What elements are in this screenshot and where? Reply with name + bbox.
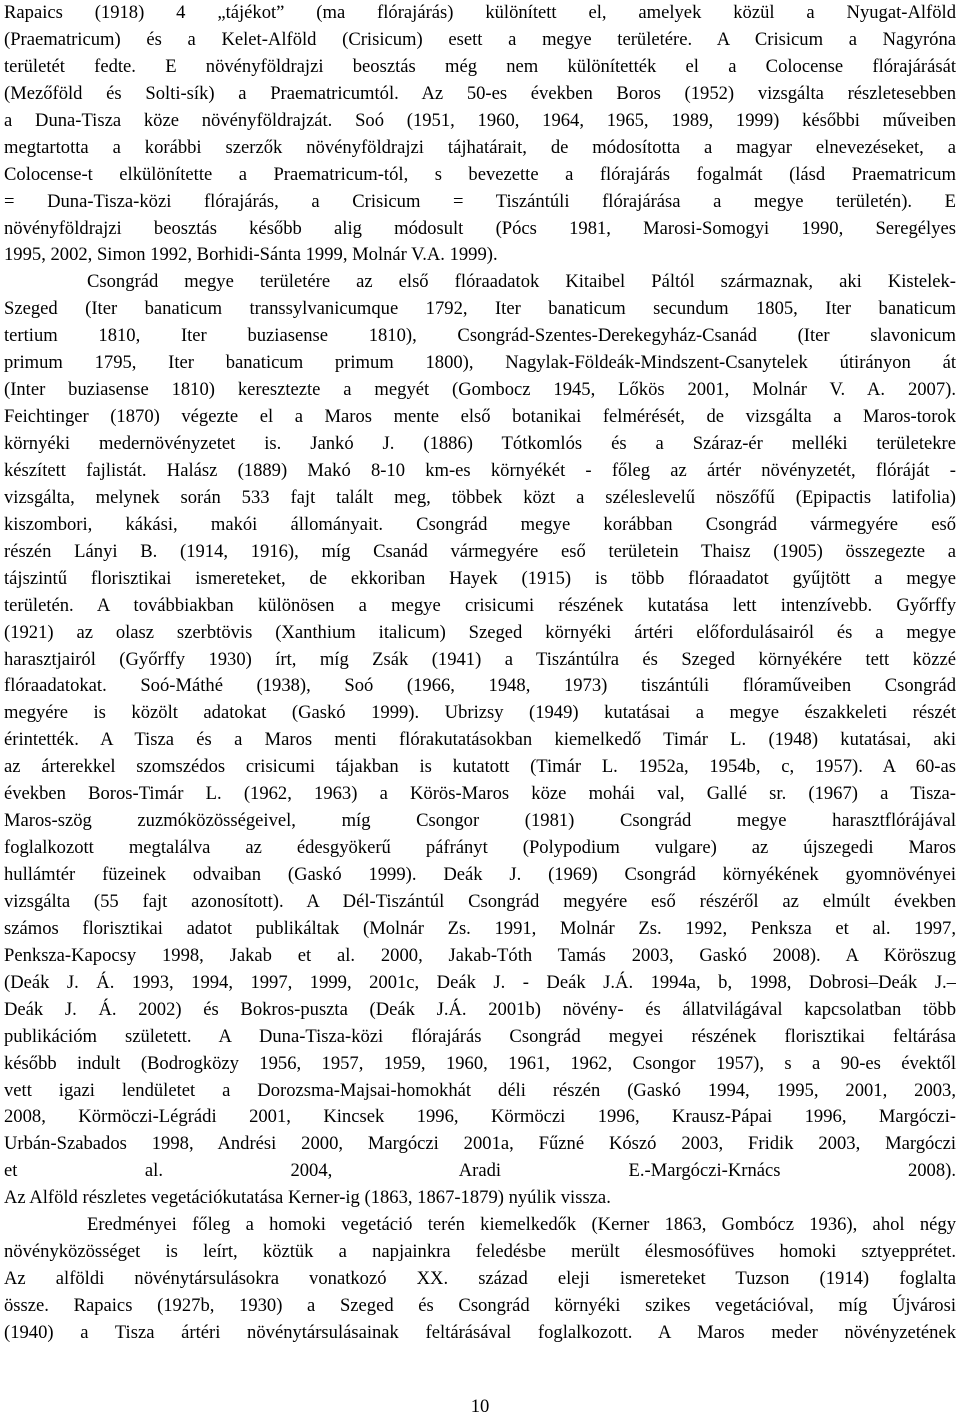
text-line: érintették. A Tisza és a Maros menti flórakutatásokban kiemelkedő Timár L. (1948) kutatásai, aki bbox=[4, 729, 956, 751]
text-line: 2008, Körmöczi-Légrádi 2001, Kincsek 1996, Körmöczi 1996, Krausz-Pápai 1996, Margóczi- bbox=[4, 1106, 956, 1128]
text-line: Csongrád megye területére az első flóraadatok Kitaibel Páltól származnak, aki Kistelek- bbox=[87, 271, 956, 293]
text-line: vizsgálta (55 fajt azonosított). A Dél-Tiszántúl Csongrád megyére eső részéről az elmúlt években bbox=[4, 890, 956, 912]
text-line: (Deák J. Á. 1993, 1994, 1997, 1999, 2001c, Deák J. - Deák J.Á. 1994a, b, 1998, Dobrosi–Deák J.– bbox=[4, 971, 956, 993]
text-line: számos florisztikai adatot publikáltak (Molnár Zs. 1991, Molnár Zs. 1992, Penksza et al. 1997, bbox=[4, 917, 956, 939]
text-line: részén Lányi B. (1914, 1916), míg Csanád vármegyére eső területein Thaisz (1905) összegezte a bbox=[4, 540, 956, 562]
text-line: megyére is közölt adatokat (Gaskó 1999). Ubrizsy (1949) kutatásai a megye északkeleti részét bbox=[4, 702, 956, 724]
text-line: Penksza-Kapocsy 1998, Jakab et al. 2000, Jakab-Tóth Tamás 2003, Gaskó 2008). A Köröszug bbox=[4, 944, 956, 966]
document-body bbox=[4, 0, 956, 1374]
text-line: területén. A továbbiakban különösen a megye crisicumi részének kutatása lett intenzívebb. Győrffy bbox=[4, 594, 956, 616]
text-line: környéki medernövényzetet is. Jankó J. (1886) Tótkomlós és a Száraz-ér melléki területekre bbox=[4, 433, 956, 454]
text-line: Rapaics (1918) 4 „tájékot” (ma flórajárás) különített el, amelyek közül a Nyugat-Alföld bbox=[4, 2, 956, 23]
text-line: = Duna-Tisza-közi flórajárás, a Crisicum = Tiszántúli flórajárása a megye területén). E bbox=[4, 190, 956, 212]
text-line: területét fedte. E növényföldrajzi beosztás még nem különítették el a Colocense flórajárását bbox=[4, 55, 956, 77]
text-line: 1995, 2002, Simon 1992, Borhidi-Sánta 1999, Molnár V.A. 1999). bbox=[4, 244, 498, 266]
text-line: (Inter buziasense 1810) keresztezte a megyét (Gombocz 1945, Lőkös 2001, Molnár V. A. 2007). bbox=[4, 379, 956, 401]
text-line: években Boros-Timár L. (1962, 1963) a Körös-Maros köze mohái val, Gallé sr. (1967) a Tisza- bbox=[4, 783, 956, 805]
text-line: az árterekkel szomszédos crisicumi tájakban is kutatott (Timár L. 1952a, 1954b, c, 1957). A 60-as bbox=[4, 756, 956, 778]
text-line: Urbán-Szabados 1998, Andrési 2000, Margóczi 2001a, Fűzné Kószó 2003, Fridik 2003, Margóczi bbox=[4, 1133, 956, 1155]
text-line: publikációm született. A Duna-Tisza-közi flórajárás Csongrád megyei részének florisztikai feltárása bbox=[4, 1025, 956, 1047]
text-line: harasztjairól (Győrffy 1930) írt, míg Zsák (1941) a Tiszántúlra és Szeged környékére tett közzé bbox=[4, 648, 956, 670]
text-line: készített fajlistát. Halász (1889) Makó 8-10 km-es környékét - főleg az ártér növényzetét, flóráját - bbox=[4, 459, 956, 481]
text-line: tertium 1810, Iter buziasense 1810), Csongrád-Szentes-Derekegyház-Csanád (Iter slavonicum bbox=[4, 325, 956, 347]
text-line: Maros-szög zuzmóközösségeivel, míg Csongor (1981) Csongrád megye harasztflórájával bbox=[4, 810, 956, 832]
text-line: később indult (Bodrogközy 1956, 1957, 1959, 1960, 1961, 1962, Csongor 1957), s a 90-es évektől bbox=[4, 1052, 956, 1074]
text-line: flóraadatokat. Soó-Máthé (1938), Soó (1966, 1948, 1973) tiszántúli flóraműveiben Csongrád bbox=[4, 675, 956, 697]
text-line: foglalkozott megtalálva az édesgyökerű páfrányt (Polypodium vulgare) az újszegedi Maros bbox=[4, 837, 956, 859]
text-line: hullámtér füzeinek odvaiban (Gaskó 1999). Deák J. (1969) Csongrád környékének gyomnövényei bbox=[4, 864, 956, 885]
text-line: össze. Rapaics (1927b, 1930) a Szeged és Csongrád környéki szikes vegetációval, míg Újvárosi bbox=[4, 1295, 956, 1316]
text-line: vett igazi lendületet a Dorozsma-Majsai-homokhát déli részén (Gaskó 1994, 1995, 2001, 2003, bbox=[4, 1079, 956, 1101]
text-line: megtartotta a korábbi szerzők növényföldrajzi tájhatárait, de módosította a magyar elnevezéseket, a bbox=[4, 136, 956, 158]
text-line: növényközösséget is leírt, köztük a napjainkra feledésbe merült élesmosófüves homoki sztyepprétet. bbox=[4, 1241, 956, 1263]
text-line: (Praematricum) és a Kelet-Alföld (Crisicum) esett a megye területére. A Crisicum a Nagyróna bbox=[4, 28, 956, 50]
text-line: Szeged (Iter banaticum transsylvanicumque 1792, Iter banaticum secundum 1805, Iter banaticum bbox=[4, 298, 956, 320]
text-line: (1921) az olasz szerbtövis (Xanthium italicum) Szeged környéki ártéri előfordulásairól és a megye bbox=[4, 621, 956, 643]
text-line: Az alföldi növénytársulásokra vonatkozó XX. század eleji ismereteket Tuzson (1914) foglalta bbox=[4, 1268, 956, 1290]
text-line: Feichtinger (1870) végezte el a Maros mente első botanikai felmérését, de vizsgálta a Maros-torok bbox=[4, 406, 956, 428]
text-line: (1940) a Tisza ártéri növénytársulásainak feltárásával foglalkozott. A Maros meder növényzetének bbox=[4, 1321, 956, 1343]
text-line: (Mezőföld és Solti-sík) a Praematricumtól. Az 50-es években Boros (1952) vizsgálta részletesebben bbox=[4, 82, 956, 104]
text-line: Deák J. Á. 2002) és Bokros-puszta (Deák J.Á. 2001b) növény- és állatvilágával kapcsolatban több bbox=[4, 998, 956, 1020]
text-line: et al. 2004, Aradi E.-Margóczi-Krnács 2008). bbox=[4, 1160, 956, 1182]
text-line: kiszombori, kákási, makói állományait. Csongrád megye korábban Csongrád vármegyére eső bbox=[4, 513, 956, 535]
text-line: Eredményei főleg a homoki vegetáció terén kiemelkedők (Kerner 1863, Gombócz 1936), ahol négy bbox=[87, 1214, 956, 1236]
page-number: 10 bbox=[470, 1396, 490, 1417]
text-line: vizsgálta, melynek során 533 fajt talált meg, többek közt a széleslevelű nöszőfű (Epipactis latifolia) bbox=[4, 486, 956, 508]
text-line: tájszintű florisztikai ismereteket, de ekkoriban Hayek (1915) is több flóraadatot gyűjtött a megye bbox=[4, 567, 956, 589]
text-line: Colocense-t elkülönítette a Praematricum-tól, s bevezette a flórajárás fogalmát (lásd Praematricum bbox=[4, 163, 956, 185]
text-line bbox=[4, 1347, 956, 1374]
text-line: a Duna-Tisza köze növényföldrajzát. Soó (1951, 1960, 1964, 1965, 1989, 1999) későbbi műveiben bbox=[4, 109, 956, 131]
text-line: Az Alföld részletes vegetációkutatása Kerner-ig (1863, 1867-1879) nyúlik vissza. bbox=[4, 1187, 611, 1209]
text-line: primum 1795, Iter banaticum primum 1800), Nagylak-Földeák-Mindszent-Csanytelek útirányon át bbox=[4, 352, 956, 374]
text-line: növényföldrajzi beosztás később alig módosult (Pócs 1981, Marosi-Somogyi 1990, Seregélyes bbox=[4, 217, 956, 239]
